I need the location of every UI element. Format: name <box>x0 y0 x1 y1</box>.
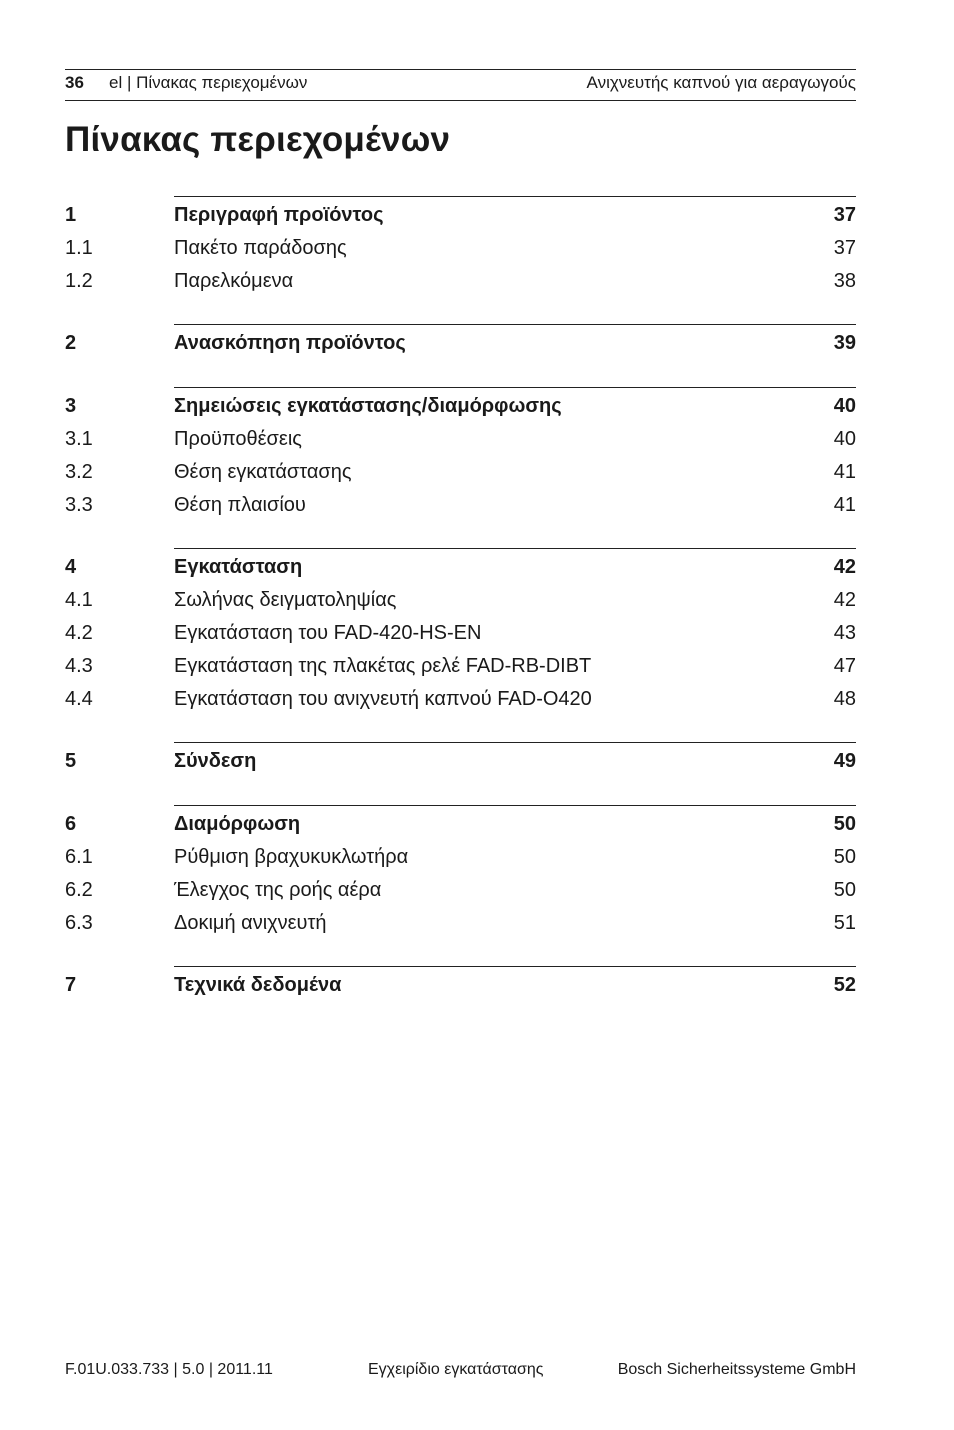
toc-chapter <box>65 742 856 775</box>
toc-entry-section[interactable] <box>65 838 856 871</box>
toc-entry-section[interactable] <box>65 614 856 647</box>
toc-title: Θέση εγκατάστασης <box>174 460 352 483</box>
toc-entry-chapter[interactable] <box>65 324 856 357</box>
footer-doc-id: F.01U.033.733 | 5.0 | 2011.11 <box>65 1361 273 1378</box>
toc-page-number: 40 <box>833 427 856 450</box>
toc-page-number: 43 <box>833 621 856 644</box>
toc-page-number: 50 <box>833 878 856 901</box>
toc-number: 2 <box>65 332 77 355</box>
toc-title: Εγκατάσταση του FAD-420-HS-EN <box>174 621 482 644</box>
toc-number: 6.2 <box>65 878 93 901</box>
page-title: Πίνακας περιεχομένων <box>65 120 451 159</box>
toc-entry-section[interactable] <box>65 262 856 295</box>
toc-entry-section[interactable] <box>65 486 856 519</box>
toc-title: Σημειώσεις εγκατάστασης/διαμόρφωσης <box>174 395 562 418</box>
toc-chapter <box>65 548 856 712</box>
toc-page-number: 47 <box>833 654 856 677</box>
toc-number: 6.1 <box>65 845 93 868</box>
toc-entry-chapter[interactable] <box>65 548 856 581</box>
toc-title: Προϋποθέσεις <box>174 427 302 450</box>
footer-company: Bosch Sicherheitssysteme GmbH <box>617 1361 856 1378</box>
toc-number: 6 <box>65 813 77 836</box>
toc-entry-section[interactable] <box>65 680 856 713</box>
toc-page-number: 41 <box>833 493 856 516</box>
toc-number: 1 <box>65 204 77 226</box>
toc-entry-section[interactable] <box>65 581 856 614</box>
toc-page-number: 50 <box>833 813 856 836</box>
toc-entry-chapter[interactable] <box>65 966 856 999</box>
toc-chapter <box>65 324 856 357</box>
header-page-number: 36 <box>65 73 84 92</box>
toc-entry-section[interactable] <box>65 420 856 453</box>
toc-entry-section[interactable] <box>65 904 856 937</box>
toc-number: 1.1 <box>65 236 93 259</box>
toc-page-number: 41 <box>833 460 856 483</box>
toc-title: Περιγραφή προϊόντος <box>174 204 384 226</box>
toc-number: 3 <box>65 395 77 418</box>
toc-page-number: 42 <box>833 556 856 579</box>
toc-page-number: 51 <box>833 911 856 934</box>
toc-number: 3.1 <box>65 427 93 450</box>
toc-page-number: 49 <box>833 750 856 773</box>
toc-number: 4.2 <box>65 621 93 644</box>
toc-page-number: 37 <box>833 236 856 259</box>
toc-entry-section[interactable] <box>65 229 856 262</box>
toc-chapter <box>65 805 856 936</box>
toc-title: Ρύθμιση βραχυκυκλωτήρα <box>174 845 409 868</box>
toc-entry-section[interactable] <box>65 647 856 680</box>
toc-entry-chapter[interactable] <box>65 805 856 838</box>
toc-page-number: 52 <box>833 974 856 997</box>
toc-entry-section[interactable] <box>65 453 856 486</box>
toc-number: 4 <box>65 556 77 579</box>
toc-title: Εγκατάσταση του ανιχνευτή καπνού FAD-O420 <box>174 687 592 710</box>
toc-entry-chapter[interactable] <box>65 742 856 775</box>
toc-page-number: 42 <box>833 589 856 612</box>
toc-entry-chapter[interactable] <box>65 387 856 420</box>
toc-chapter <box>65 966 856 999</box>
toc-number: 1.2 <box>65 269 93 292</box>
header-product: Ανιχνευτής καπνού για αεραγωγούς <box>586 73 856 92</box>
toc-number: 4.3 <box>65 654 93 677</box>
toc-page-number: 37 <box>833 204 856 226</box>
toc-title: Πακέτο παράδοσης <box>174 236 347 259</box>
toc-title: Ανασκόπηση προϊόντος <box>174 332 406 355</box>
toc-title: Διαμόρφωση <box>174 813 301 836</box>
toc-chapter <box>65 387 856 518</box>
toc-title: Εγκατάσταση της πλακέτας ρελέ FAD-RB-DIBT <box>174 654 592 677</box>
toc-page-number: 38 <box>833 269 856 292</box>
toc-chapter <box>65 196 856 294</box>
toc-number: 7 <box>65 974 77 997</box>
toc-number: 6.3 <box>65 911 93 934</box>
toc-page-number: 40 <box>833 395 856 418</box>
toc-page-number: 48 <box>833 687 856 710</box>
toc-title: Θέση πλαισίου <box>174 493 306 516</box>
toc-number: 4.1 <box>65 589 93 612</box>
toc-number: 3.3 <box>65 493 93 516</box>
toc-number: 4.4 <box>65 687 93 710</box>
toc-title: Σύνδεση <box>174 750 257 773</box>
toc-number: 3.2 <box>65 460 93 483</box>
toc-title: Δοκιμή ανιχνευτή <box>174 911 327 934</box>
toc-page-number: 39 <box>833 332 856 355</box>
footer-doc-type: Εγχειρίδιο εγκατάστασης <box>368 1361 544 1378</box>
page-footer <box>65 1361 856 1385</box>
toc-title: Τεχνικά δεδομένα <box>174 974 342 997</box>
toc-title: Έλεγχος της ροής αέρα <box>174 878 382 901</box>
toc-entry-section[interactable] <box>65 871 856 904</box>
toc-title: Παρελκόμενα <box>174 269 294 292</box>
toc-page-number: 50 <box>833 845 856 868</box>
header-section: el | Πίνακας περιεχομένων <box>109 73 308 92</box>
page-header <box>65 69 856 101</box>
toc-number: 5 <box>65 750 77 773</box>
toc-entry-chapter[interactable] <box>65 196 856 229</box>
toc-title: Σωλήνας δειγματοληψίας <box>174 589 397 612</box>
table-of-contents <box>65 196 856 1029</box>
toc-title: Εγκατάσταση <box>174 556 303 579</box>
